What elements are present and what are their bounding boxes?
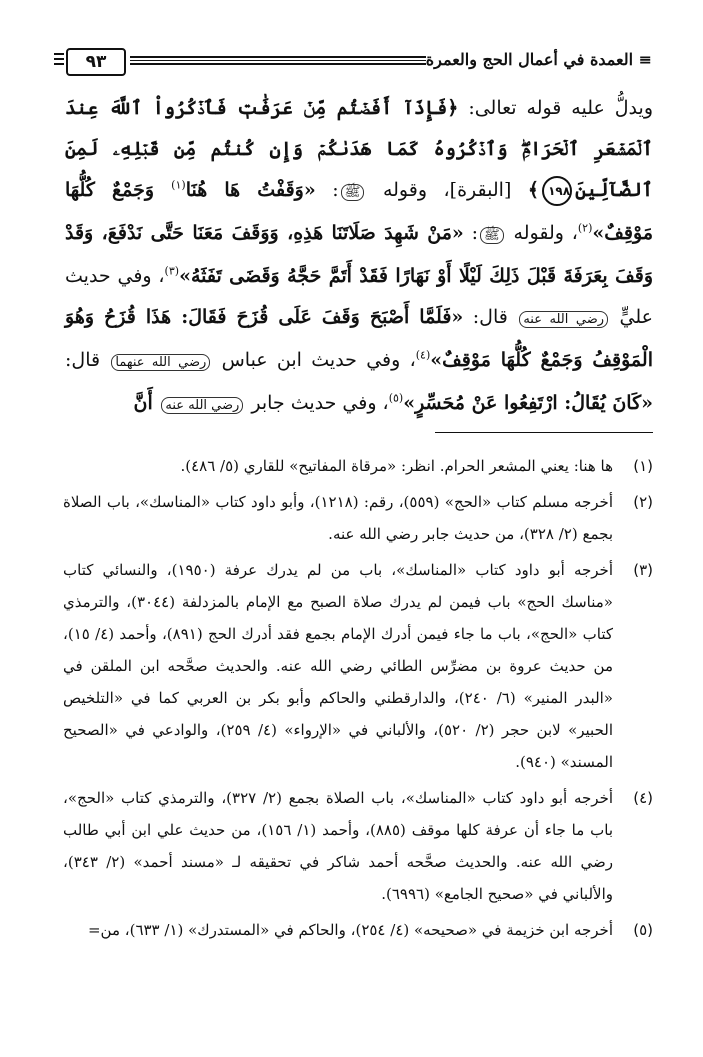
footnote-text: أخرجه مسلم كتاب «الحج» (٥٥٩)، رقم: (١٢١٨)، وأبو داود كتاب «المناسك»، باب الصلاة بجمع (٢/ ٣٢٨)، من حديث جابر رضي الله عنه. bbox=[63, 493, 613, 543]
page-number-ornament bbox=[54, 53, 64, 68]
page-number: ٩٣ bbox=[66, 48, 126, 76]
ibn-abbas-intro-text: ، وفي حديث ابن عباس bbox=[212, 349, 416, 371]
footnote-number: (٤) bbox=[633, 789, 653, 807]
verse-close-bracket: ﴾ bbox=[527, 179, 540, 201]
footnote-1 bbox=[63, 450, 653, 482]
footnote-number: (١) bbox=[633, 457, 653, 475]
ali-intro-text: ، وفي حديث عليٍّ bbox=[65, 265, 653, 328]
footnote-text: أخرجه أبو داود كتاب «المناسك»، باب من لم يدرك عرفة (١٩٥٠)، والنسائي كتاب «مناسك الحج» باب فيمن لم يدرك صلاة الصبح مع الإمام بالمزدلفة (٣٠٤٤)، والترمذي كتاب «الحج»، باب ما جاء فيمن أدرك الإمام بجمع فقد أدرك الحج (٨٩١)، وأحمد (٤/ ١٥)، من حديث عروة بن مضرِّس الطائي رضي الله عنه. والحديث صحَّحه ابن الملقن في «البدر المنير» (٦/ ٢٤٠)، والدارقطني والحاكم وأبو بكر بن العربي كما في «التلخيص الحبير» لابن حجر (٢/ ٥٢٠)، والألباني في «الإرواء» (٤/ ٢٥٩)، والوادعي في «الصحيح المسند» (٩٤٠). bbox=[63, 561, 614, 771]
footnote-ref-2[interactable]: (٢) bbox=[577, 221, 593, 235]
radiallahu-glyph: رضي الله عنه bbox=[519, 311, 608, 328]
footnotes bbox=[63, 450, 653, 950]
footnote-text: ها هنا: يعني المشعر الحرام. انظر: «مرقاة المفاتيح» للقاري (٥/ ٤٨٦). bbox=[180, 457, 613, 475]
main-text bbox=[65, 88, 653, 426]
connector-text: ، ولقوله bbox=[505, 222, 578, 244]
salawat-glyph: ﷺ bbox=[341, 184, 365, 201]
footnote-ref-1[interactable]: (١) bbox=[171, 178, 186, 192]
footnote-number: (٥) bbox=[633, 921, 653, 939]
footnote-4 bbox=[63, 782, 653, 910]
said-text-2: قال: bbox=[65, 349, 110, 371]
intro-text: ويدلُّ عليه قوله تعالى: bbox=[458, 97, 653, 119]
said-text: قال: bbox=[463, 306, 518, 328]
hadith-text-1b: وَجَمْعٌ كُلُّهَا مَوْقِفٌ» bbox=[65, 179, 654, 244]
anna-text: أَنَّ bbox=[133, 392, 160, 414]
hadith-text-1: «وَقَفْتُ هَا هُنَا bbox=[185, 179, 316, 201]
salawat-glyph-2: ﷺ bbox=[480, 227, 504, 244]
surah-reference: [البقرة]، وقوله bbox=[366, 179, 528, 201]
header-rule-lines bbox=[130, 56, 426, 67]
hadith-text-3: «فَلَمَّا أَصْبَحَ وَقَفَ عَلَى قُزَحَ فَقَالَ: هَذَا قُزَحُ وَهُوَ الْمَوْقِفُ وَجَمْعٌ كُلُّهَا مَوْقِفٌ» bbox=[65, 306, 653, 371]
main-paragraph: ويدلُّ عليه قوله تعالى: ﴿فَإِذَآ أَفَضۡتُم مِّنۡ عَرَفَٰتٖ فَٱذۡكُرُواْ ٱللَّهَ عِندَ ٱلۡمَشۡعَرِ ٱلۡحَرَامِۖ وَٱذۡكُرُوهُ كَمَا هَدَىٰكُمۡ وَإِن كُنتُم مِّن قَبۡلِهِۦ لَمِنَ ٱلضَّآلِّينَ١٩٨﴾ [البقرة]، وقوله ﷺ: «وَقَفْتُ هَا هُنَا$^{(١)}$ وَجَمْعٌ كُلُّهَا مَوْقِفٌ»$^{(٢)}$، ولقوله ﷺ: «مَنْ شَهِدَ صَلَاتَنَا هَذِهِ، وَوَقَفَ مَعَنَا حَتَّى نَدْفَعَ، وَقَدْ وَقَفَ بِعَرَفَةَ قَبْلَ ذَلِكَ لَيْلًا أَوْ نَهَارًا فَقَدْ أَتَمَّ حَجَّهُ وَقَضَى تَفَثَهُ»$^{(٣)}$، وفي حديث عليٍّ رضي الله عنه قال: «فَلَمَّا أَصْبَحَ وَقَفَ عَلَى قُزَحَ فَقَالَ: هَذَا قُزَحُ وَهُوَ الْمَوْقِفُ وَجَمْعٌ كُلُّهَا مَوْقِفٌ»$^{(٤)}$، وفي حديث ابن عباس رضي الله عنهما قال: «كَانَ يُقَالُ: ارْتَفِعُوا عَنْ مُحَسِّرٍ»$^{(٥)}$، وفي حديث جابر رضي الله عنه أَنَّ bbox=[65, 97, 654, 414]
footnote-ref-3[interactable]: (٣) bbox=[164, 264, 180, 278]
footnote-separator bbox=[435, 432, 653, 433]
radiallahu-glyph-2: رضي الله عنه bbox=[161, 397, 243, 414]
book-title: ≡ العمدة في أعمال الحج والعمرة bbox=[425, 50, 652, 69]
radiallahu-dual-glyph: رضي الله عنهما bbox=[111, 354, 210, 371]
jabir-intro-text: ، وفي حديث جابر bbox=[245, 392, 389, 414]
footnote-2 bbox=[63, 486, 653, 550]
footnote-number: (٢) bbox=[633, 493, 653, 511]
verse-number-marker: ١٩٨ bbox=[542, 176, 572, 206]
hadith-text-4: «كَانَ يُقَالُ: ارْتَفِعُوا عَنْ مُحَسِّرٍ» bbox=[403, 392, 653, 414]
hadith-text-2: «مَنْ شَهِدَ صَلَاتَنَا هَذِهِ، وَوَقَفَ مَعَنَا حَتَّى نَدْفَعَ، وَقَدْ وَقَفَ بِعَرَفَةَ قَبْلَ ذَلِكَ لَيْلًا أَوْ نَهَارًا فَقَدْ أَتَمَّ حَجَّهُ وَقَضَى تَفَثَهُ» bbox=[65, 222, 654, 287]
footnote-text: أخرجه أبو داود كتاب «المناسك»، باب الصلاة بجمع (٢/ ٣٢٧)، والترمذي كتاب «الحج»، باب ما جاء أن عرفة كلها موقف (٨٨٥)، وأحمد (١/ ١٥٦)، من حديث علي ابن أبي طالب رضي الله عنه. والحديث صحَّحه أحمد شاكر في تحقيقه لـ «مسند أحمد» (٢/ ٣٤٣)، والألباني في «صحيح الجامع» (٦٩٩٦). bbox=[63, 789, 614, 903]
footnote-ref-4[interactable]: (٤) bbox=[415, 348, 431, 362]
footnote-text: أخرجه ابن خزيمة في «صحيحه» (٤/ ٢٥٤)، والحاكم في «المستدرك» (١/ ٦٣٣)، من= bbox=[87, 921, 613, 939]
footnote-3 bbox=[63, 554, 653, 778]
quran-verse: ﴿فَإِذَآ أَفَضۡتُم مِّنۡ عَرَفَٰتٖ فَٱذۡكُرُواْ ٱللَّهَ عِندَ ٱلۡمَشۡعَرِ ٱلۡحَرَامِۖ وَٱذۡكُرُوهُ كَمَا هَدَىٰكُمۡ وَإِن كُنتُم مِّن قَبۡلِهِۦ لَمِنَ ٱلضَّآلِّينَ bbox=[65, 97, 653, 201]
footnote-ref-5[interactable]: (٥) bbox=[388, 391, 404, 405]
running-header bbox=[58, 48, 652, 78]
footnote-5 bbox=[63, 914, 653, 946]
footnote-number: (٣) bbox=[633, 561, 653, 579]
